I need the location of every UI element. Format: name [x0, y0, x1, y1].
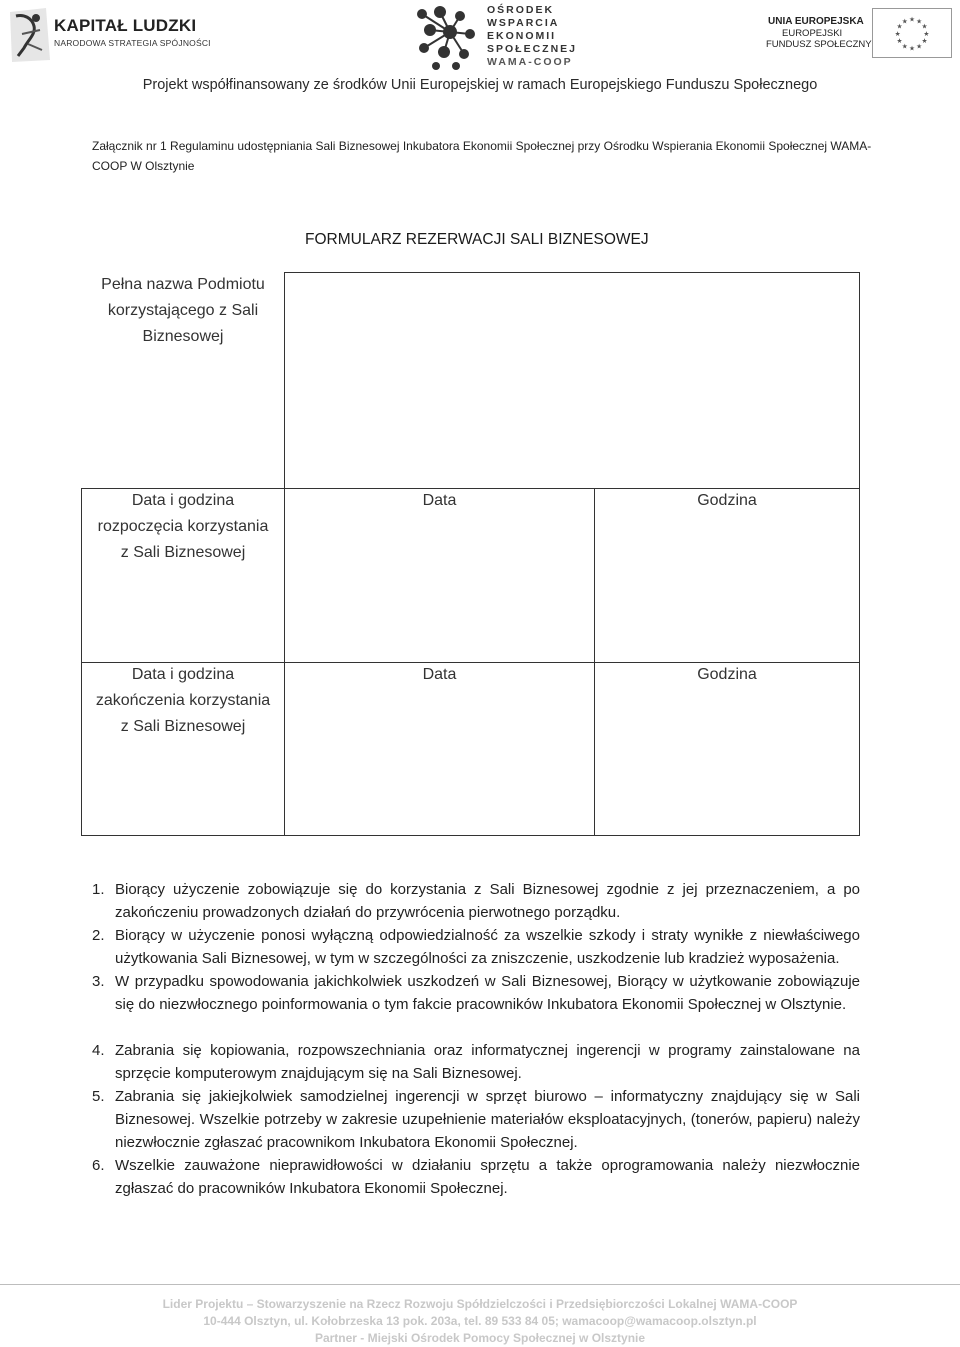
ue-line-3: FUNDUSZ SPOŁECZNY [766, 39, 872, 50]
owes-line-1: OŚRODEK [487, 4, 555, 16]
owes-line-2: WSPARCIA [487, 17, 560, 29]
start-date-label: Data [422, 492, 457, 509]
ue-line-2: EUROPEJSKI [782, 28, 843, 39]
kl-subtitle: NARODOWA STRATEGIA SPÓJNOŚCI [54, 38, 211, 48]
project-cofinancing-note: Projekt współfinansowany ze środków Unii Europejskiej w ramach Europejskiego Funduszu Społecznego [142, 77, 818, 93]
end-date-label: Data [422, 666, 457, 683]
footer-leader: Lider Projektu – Stowarzyszenie na Rzecz Rozwoju Spółdzielczości i Przedsiębiorczości Lokalnej WAMA-COOP [162, 1297, 798, 1311]
eu-flag-icon [872, 8, 952, 58]
row-end-label: Data i godzina zakończenia korzystania z Sali Biznesowej [95, 666, 271, 735]
end-date-field[interactable] [285, 662, 594, 835]
ue-line-1: UNIA EUROPEJSKA [768, 16, 864, 27]
end-time-label: Godzina [697, 666, 757, 683]
rule-item-5: 5. Zabrania się jakiejkolwiek samodzielnej ingerencji w sprzęt biurowo – informatyczny znajdujący się w Sali Biznesowej. Wszelkie potrzeby w zakresie uzupełnienie materiałów eksploatacyjnych, (tonerów, papieru) należy niezwłocznie zgłaszać pracownikom Inkubatora Ekonomii Społecznej. [92, 1088, 860, 1151]
eu-star-icon: ★ [916, 18, 923, 26]
eu-star-icon: ★ [901, 18, 908, 26]
rule-item-1: 1. Biorący użyczenie zobowiązuje się do korzystania z Sali Biznesowej zgodnie z jej przeznaczeniem, a po zakończeniu prowadzonych działań do przywrócenia pierwotnego porządku. [92, 881, 860, 921]
owes-line-4: SPOŁECZNEJ [487, 43, 578, 55]
entity-name-field[interactable] [285, 273, 859, 488]
rule-item-2: 2. Biorący w użyczenie ponosi wyłączną odpowiedzialność za wszelkie szkody i straty wynikłe z niewłaściwego użytkowania Sali Biznesowej, w tym w szczególności za zniszczenie, uszkodzenie lub kradzież wyposażenia. [92, 927, 860, 967]
owes-line-5: WAMA-COOP [487, 56, 573, 68]
annex-note: Załącznik nr 1 Regulaminu udostępniania Sali Biznesowej Inkubatora Ekonomii Społecznej przy Ośrodku Wspierania Ekonomii Społecznej WAMA-COOP W Olsztynie [92, 139, 872, 173]
start-time-field[interactable] [595, 488, 859, 662]
rules-list [92, 878, 860, 1200]
eu-star-icon: ★ [908, 16, 916, 24]
row-start-label: Data i godzina rozpoczęcia korzystania z Sali Biznesowej [97, 492, 269, 561]
eu-star-icon: ★ [921, 23, 928, 31]
end-time-field[interactable] [595, 662, 859, 835]
eu-star-icon: ★ [901, 43, 908, 51]
start-date-field[interactable] [285, 488, 594, 662]
eu-star-icon: ★ [908, 45, 916, 53]
eu-star-icon: ★ [921, 38, 928, 46]
rule-item-6: 6. Wszelkie zauważone nieprawidłowości w działaniu sprzętu a także oprogramowania należy niezwłocznie zgłaszać do pracowników Inkubatora Ekonomii Społecznej. [92, 1157, 860, 1197]
eu-star-icon: ★ [923, 30, 930, 38]
rule-item-4: 4. Zabrania się kopiowania, rozpowszechniania oraz informatycznej ingerencji w programy zainstalowane na sprzęcie komputerowym znajdującym się na Sali Biznesowej. [92, 1042, 860, 1082]
footer-partner: Partner - Miejski Ośrodek Pomocy Społecznej w Olsztynie [314, 1331, 646, 1345]
eu-star-icon: ★ [894, 30, 901, 38]
eu-star-icon: ★ [916, 43, 923, 51]
footer-address: 10-444 Olsztyn, ul. Kołobrzeska 13 pok. 203a, tel. 89 533 84 05; wamacoop@wamacoop.olsztyn.pl [203, 1314, 757, 1328]
kl-title: KAPITAŁ LUDZKI [54, 16, 197, 35]
row-entity-name-label: Pełna nazwa Podmiotu korzystającego z Sali Biznesowej [101, 276, 265, 345]
footer-divider [0, 1284, 960, 1285]
rule-item-3: 3. W przypadku spowodowania jakichkolwiek uszkodzeń w Sali Biznesowej, Biorący w użytkowanie zobowiązuje się do niezwłocznego poinformowania o tym fakcie pracowników Inkubatora Ekonomii Społecznej w Olsztynie. [92, 973, 860, 1013]
start-time-label: Godzina [697, 492, 757, 509]
eu-star-icon: ★ [896, 38, 903, 46]
eu-star-icon: ★ [896, 23, 903, 31]
form-title: FORMULARZ REZERWACJI SALI BIZNESOWEJ [305, 231, 649, 248]
owes-line-3: EKONOMII [487, 30, 557, 42]
